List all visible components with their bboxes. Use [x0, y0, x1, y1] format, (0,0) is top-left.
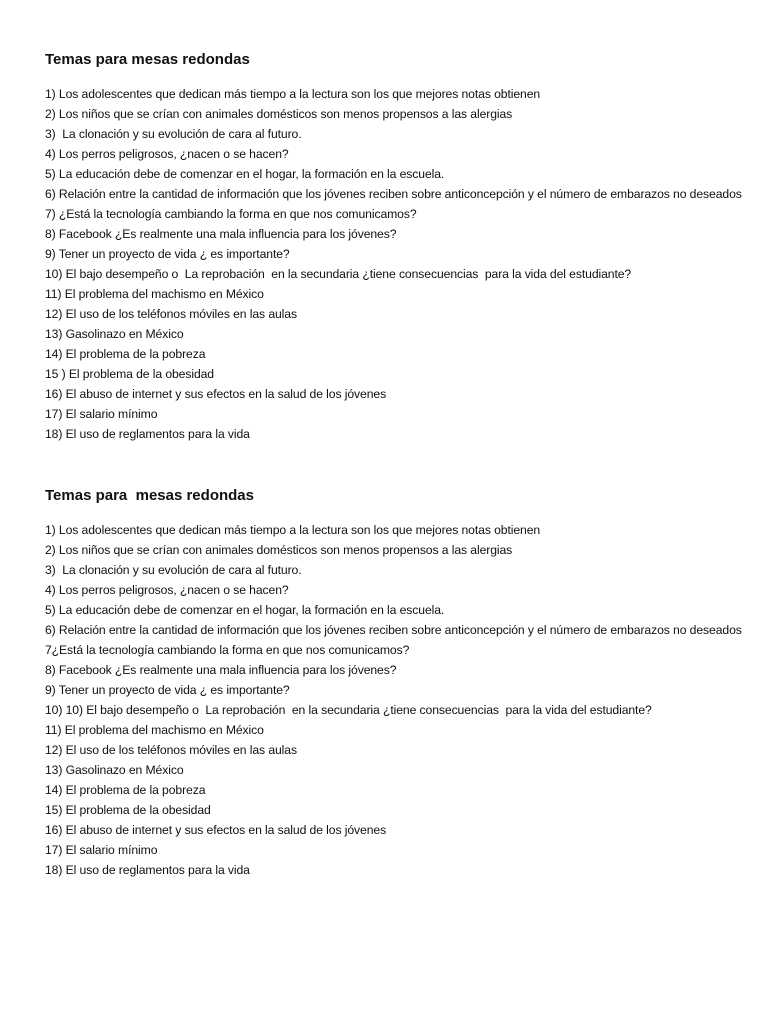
list-item: 6) Relación entre la cantidad de información que los jóvenes reciben sobre anticoncepción y el número de embarazos no deseados — [45, 187, 742, 201]
list-item: 3) La clonación y su evolución de cara al futuro. — [45, 563, 302, 577]
list-item: 10) 10) El bajo desempeño o La reprobación en la secundaria ¿tiene consecuencias para la vida del estudiante? — [45, 703, 652, 717]
list-item: 13) Gasolinazo en México — [45, 327, 184, 341]
list-item: 5) La educación debe de comenzar en el hogar, la formación en la escuela. — [45, 167, 445, 181]
list-item: 7¿Está la tecnología cambiando la forma en que nos comunicamos? — [45, 643, 410, 657]
list-item: 17) El salario mínimo — [45, 407, 158, 421]
list-item: 15) El problema de la obesidad — [45, 803, 211, 817]
topics-list — [45, 84, 745, 444]
list-item: 18) El uso de reglamentos para la vida — [45, 427, 250, 441]
list-item: 9) Tener un proyecto de vida ¿ es importante? — [45, 683, 290, 697]
section-title: Temas para mesas redondas — [45, 51, 250, 68]
list-item: 15 ) El problema de la obesidad — [45, 367, 214, 381]
list-item: 10) El bajo desempeño o La reprobación en la secundaria ¿tiene consecuencias para la vida del estudiante? — [45, 267, 632, 281]
list-item: 3) La clonación y su evolución de cara al futuro. — [45, 127, 302, 141]
list-item: 4) Los perros peligrosos, ¿nacen o se hacen? — [45, 147, 289, 161]
list-item: 18) El uso de reglamentos para la vida — [45, 863, 250, 877]
topics-section-1 — [45, 50, 745, 444]
list-item: 2) Los niños que se crían con animales domésticos son menos propensos a las alergias — [45, 107, 513, 121]
list-item: 11) El problema del machismo en México — [45, 287, 264, 301]
list-item: 8) Facebook ¿Es realmente una mala influencia para los jóvenes? — [45, 227, 397, 241]
list-item: 9) Tener un proyecto de vida ¿ es importante? — [45, 247, 290, 261]
section-title: Temas para mesas redondas — [45, 487, 254, 504]
list-item: 8) Facebook ¿Es realmente una mala influencia para los jóvenes? — [45, 663, 397, 677]
list-item: 11) El problema del machismo en México — [45, 723, 264, 737]
list-item: 13) Gasolinazo en México — [45, 763, 184, 777]
list-item: 4) Los perros peligrosos, ¿nacen o se hacen? — [45, 583, 289, 597]
list-item: 2) Los niños que se crían con animales domésticos son menos propensos a las alergias — [45, 543, 513, 557]
list-item: 16) El abuso de internet y sus efectos en la salud de los jóvenes — [45, 387, 387, 401]
list-item: 7) ¿Está la tecnología cambiando la forma en que nos comunicamos? — [45, 207, 417, 221]
list-item: 17) El salario mínimo — [45, 843, 158, 857]
list-item: 6) Relación entre la cantidad de información que los jóvenes reciben sobre anticoncepción y el número de embarazos no deseados — [45, 623, 742, 637]
list-item: 16) El abuso de internet y sus efectos en la salud de los jóvenes — [45, 823, 387, 837]
list-item: 12) El uso de los teléfonos móviles en las aulas — [45, 743, 297, 757]
topics-section-2 — [45, 486, 745, 880]
topics-list — [45, 520, 745, 880]
list-item: 5) La educación debe de comenzar en el hogar, la formación en la escuela. — [45, 603, 445, 617]
list-item: 1) Los adolescentes que dedican más tiempo a la lectura son los que mejores notas obtienen — [45, 87, 541, 101]
list-item: 14) El problema de la pobreza — [45, 783, 206, 797]
list-item: 14) El problema de la pobreza — [45, 347, 206, 361]
list-item: 12) El uso de los teléfonos móviles en las aulas — [45, 307, 297, 321]
list-item: 1) Los adolescentes que dedican más tiempo a la lectura son los que mejores notas obtienen — [45, 523, 541, 537]
